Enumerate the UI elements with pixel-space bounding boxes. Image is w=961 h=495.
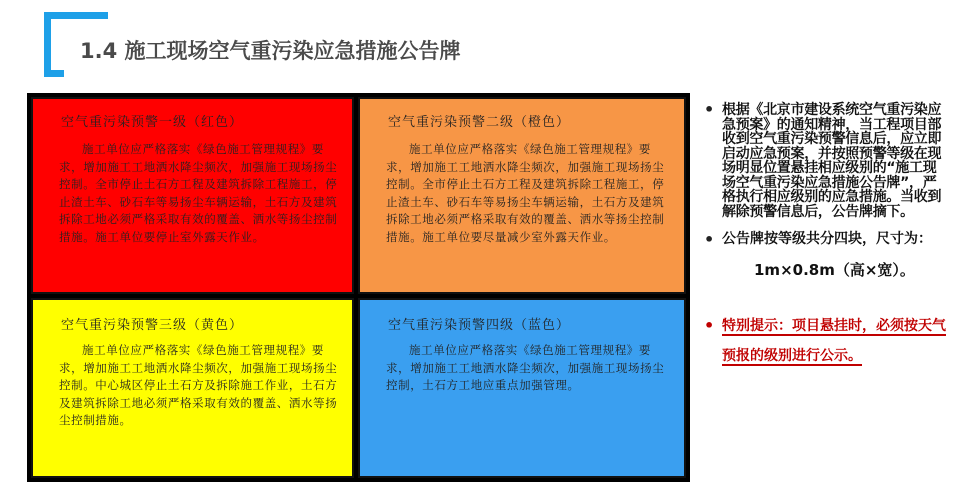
warning-board-grid [27, 93, 690, 482]
note-1-text: 根据《北京市建设系统空气重污染应急预案》的通知精神，当工程项目部收到空气重污染预警信息后，应立即启动应急预案，并按照预警等级在现场明显位置悬挂相应级别的“施工现场空气重污染应急措施公告牌”，严格执行相应级别的应急措施。当收到解除预警信息后，公告牌摘下。 [722, 102, 942, 220]
level-2-title: 空气重污染预警二级（橙色） [388, 115, 571, 130]
page-title: 1.4 施工现场空气重污染应急措施公告牌 [80, 39, 461, 63]
level-1-title: 空气重污染预警一级（红色） [61, 115, 244, 130]
header-bracket-tail [44, 70, 64, 77]
level-4-body: 施工单位应严格落实《绿色施工管理规程》要求，增加施工工地洒水降尘频次，加强施工现场扬尘控制，土石方工地应重点加强管理。 [386, 343, 665, 392]
warning-level-1-red-panel [31, 97, 354, 294]
level-3-title: 空气重污染预警三级（黄色） [61, 318, 244, 333]
warning-level-2-orange-panel [358, 97, 686, 294]
warning-level-4-blue-panel [358, 298, 686, 478]
level-1-body: 施工单位应严格落实《绿色施工管理规程》要求，增加施工工地洒水降尘频次，加强施工现场扬尘控制。全市停止土石方工程及建筑拆除工程施工，停止渣土车、砂石车等易扬尘车辆运输，土石方及建筑拆除工地必须严格采取有效的覆盖、洒水等扬尘控制措施。施工单位要停止室外露天作业。 [59, 142, 338, 244]
bullet-dot-icon: • [704, 230, 715, 249]
note-item-3 [700, 311, 950, 371]
bullet-dot-icon: • [704, 100, 714, 119]
level-4-title: 空气重污染预警四级（蓝色） [388, 318, 571, 333]
bullet-dot-icon: • [704, 316, 715, 335]
note-2-text: 公告牌按等级共分四块，尺寸为： [722, 231, 932, 247]
board-size-text: 1m×0.8m（高×宽）。 [754, 261, 915, 279]
notes-panel [700, 100, 950, 371]
note-item-1 [700, 100, 950, 220]
special-tip-text: 特别提示：项目悬挂时，必须按天气预报的级别进行公示。 [722, 318, 946, 364]
warning-level-3-yellow-panel [31, 298, 354, 478]
note-item-2 [700, 231, 950, 279]
level-3-body: 施工单位应严格落实《绿色施工管理规程》要求，增加施工工地洒水降尘频次，加强施工现场扬尘控制。中心城区停止土石方及拆除施工作业，土石方及建筑拆除工地必须严格采取有效的覆盖、洒水等扬尘控制措施。 [59, 343, 338, 427]
level-2-body: 施工单位应严格落实《绿色施工管理规程》要求，增加施工工地洒水降尘频次，加强施工现场扬尘控制。全市停止土石方工程及建筑拆除工程施工，停止渣土车、砂石车等易扬尘车辆运输，土石方及建筑拆除工地必须严格采取有效的覆盖、洒水等扬尘控制措施。施工单位要尽量减少室外露天作业。 [386, 142, 665, 244]
